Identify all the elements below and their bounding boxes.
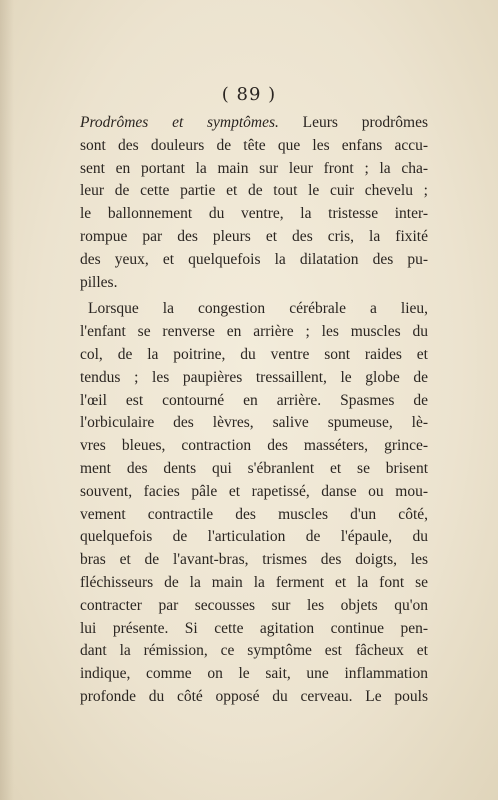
text-line: rompue par des pleurs et des cris, la fixité <box>80 227 428 245</box>
text-line: lui présente. Si cette agitation continue pen- <box>80 619 428 637</box>
text-line: souvent, facies pâle et rapetissé, danse ou mou- <box>80 482 428 500</box>
body-text <box>80 112 428 709</box>
text-line: quelquefois de l'articulation de l'épaule, du <box>80 528 428 546</box>
text-line: pilles. <box>80 273 118 291</box>
text-line: bras et de l'avant-bras, trismes des doigts, les <box>80 551 428 569</box>
text-line <box>80 112 428 135</box>
paragraph-symptoms <box>80 112 428 294</box>
text-line: indique, comme on le sait, une inflammation <box>80 665 428 683</box>
page-number: ( 89 ) <box>221 84 277 105</box>
text-line: sont des douleurs de tête que les enfans accu- <box>80 136 428 154</box>
text-line-content: Leurs prodrômes <box>278 114 428 131</box>
text-line: des yeux, et quelquefois la dilatation des pu- <box>80 250 428 268</box>
text-line: dant la rémission, ce symptôme est fâcheux et <box>80 642 428 660</box>
text-line: sent en portant la main sur leur front ; la cha- <box>80 159 428 177</box>
text-line: l'enfant se renverse en arrière ; les muscles du <box>80 323 428 341</box>
text-line: l'œil est contourné en arrière. Spasmes de <box>80 391 428 409</box>
text-line: tendus ; les paupières tressaillent, le globe de <box>80 368 428 386</box>
text-line: Lorsque la congestion cérébrale a lieu, <box>88 300 428 318</box>
text-line: vement contractile des muscles d'un côté, <box>80 505 428 523</box>
text-line: leur de cette partie et de tout le cuir chevelu ; <box>80 182 428 200</box>
text-line: profonde du côté opposé du cerveau. Le pouls <box>80 687 428 705</box>
text-line: contracter par secousses sur les objets qu'on <box>80 596 428 614</box>
text-line: le ballonnement du ventre, la tristesse inter- <box>80 205 428 223</box>
paragraph-congestion <box>80 298 428 708</box>
text-line: l'orbiculaire des lèvres, salive spumeuse, lè- <box>80 414 428 432</box>
text-line: ment des dents qui s'ébranlent et se brisent <box>80 459 428 477</box>
text-line: vres bleues, contraction des masséters, grince- <box>80 437 428 455</box>
section-heading: Prodrômes et symptômes. <box>80 114 279 131</box>
text-line: col, de la poitrine, du ventre sont raides et <box>80 345 428 363</box>
text-line: fléchisseurs de la main la ferment et la font se <box>80 573 428 591</box>
